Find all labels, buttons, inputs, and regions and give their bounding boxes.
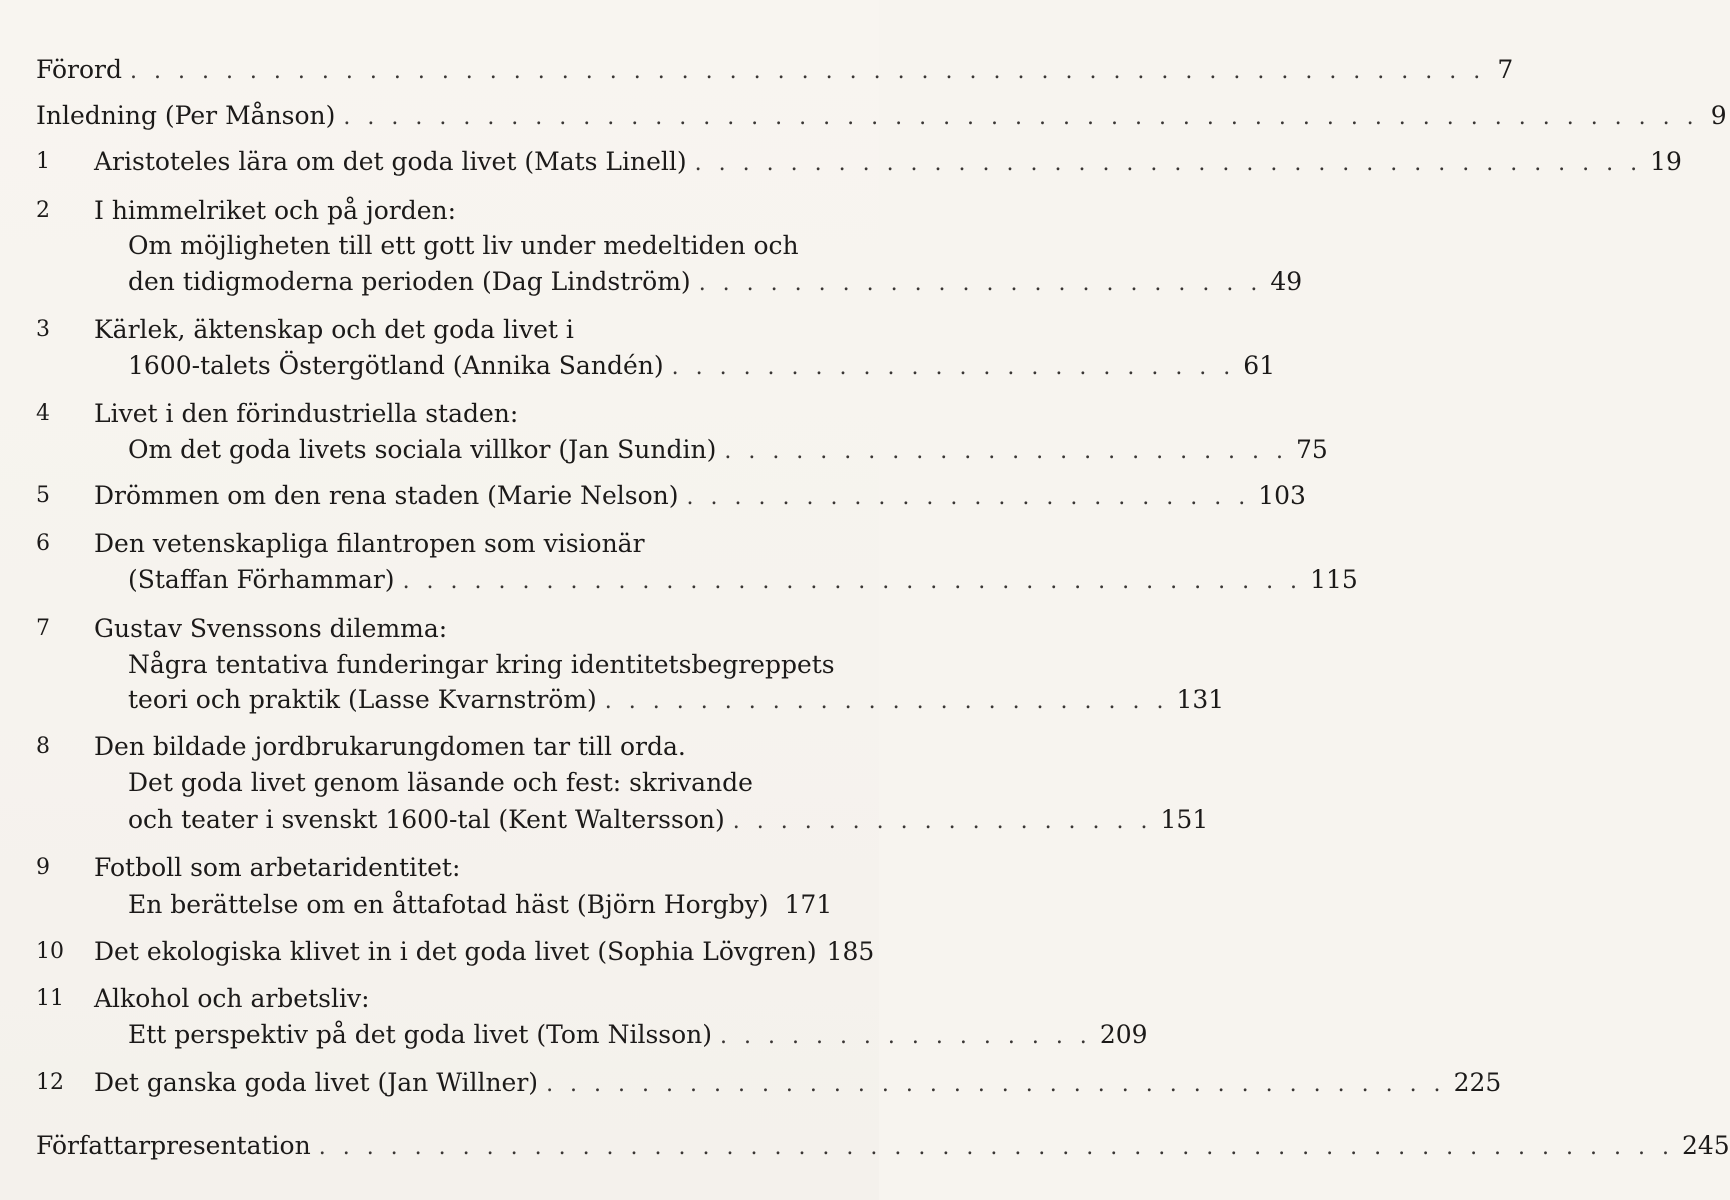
toc-page-number: 9 bbox=[1710, 101, 1727, 130]
toc-entry-chapter-12: 12 Det ganska goda livet (Jan Willner) . . . . . . . . . . . . . . . . . . . . . . . . . . . . . . . . . . . . . . 225 bbox=[0, 1063, 879, 1103]
toc-entry-chapter-11 bbox=[0, 979, 879, 1019]
toc-page-number: 245 bbox=[1681, 1131, 1730, 1160]
toc-entry-subtitle: Några tentativa funderingar kring identitetsbegreppets bbox=[128, 650, 835, 679]
toc-entry-subtitle: teori och praktik (Lasse Kvarnström) bbox=[128, 685, 597, 714]
toc-entry-title: Livet i den förindustriella staden: bbox=[94, 399, 519, 428]
toc-entry-subtitle: En berättelse om en åttafotad häst (Björn Horgby) bbox=[128, 890, 769, 919]
chapter-number: 4 bbox=[36, 401, 50, 426]
toc-entry-chapter-2 bbox=[0, 191, 879, 231]
toc-entry-title: I himmelriket och på jorden: bbox=[94, 196, 457, 225]
toc-entry-title: Det ekologiska klivet in i det goda livet (Sophia Lövgren) bbox=[94, 937, 817, 966]
chapter-number: 1 bbox=[36, 149, 50, 174]
chapter-number: 5 bbox=[36, 483, 50, 508]
toc-entry-chapter-1: 1 Aristoteles lära om det goda livet (Mats Linell) . . . . . . . . . . . . . . . . . . . . . . . . . . . . . . . . . . . . . . . . 19 bbox=[0, 142, 879, 182]
toc-page-number: 171 bbox=[784, 890, 833, 919]
chapter-number: 11 bbox=[36, 986, 64, 1011]
toc-entry-title: Inledning (Per Månson) bbox=[36, 101, 336, 130]
toc-page-number: 75 bbox=[1296, 435, 1328, 464]
chapter-number: 8 bbox=[36, 734, 50, 759]
chapter-number: 6 bbox=[36, 531, 50, 556]
toc-page-number: 49 bbox=[1270, 267, 1303, 296]
toc-page-number: 103 bbox=[1258, 481, 1306, 510]
chapter-number: 12 bbox=[36, 1070, 64, 1095]
chapter-number: 2 bbox=[36, 198, 50, 223]
chapter-number: 7 bbox=[36, 616, 50, 641]
toc-page-number: 209 bbox=[1099, 1020, 1148, 1049]
toc-entry-forfattarpresentation: Författarpresentation . . . . . . . . . . . . . . . . . . . . . . . . . . . . . . . . . . . . . . . . . . . . . . . . . . . . . . . . . 245 bbox=[0, 1126, 879, 1166]
toc-entry-chapter-4 bbox=[0, 394, 879, 434]
toc-entry-subtitle: Om möjligheten till ett gott liv under medeltiden och bbox=[128, 231, 799, 260]
toc-entry-title: Det ganska goda livet (Jan Willner) bbox=[94, 1068, 539, 1097]
toc-entry-forord: Förord . . . . . . . . . . . . . . . . . . . . . . . . . . . . . . . . . . . . . . . . . . . . . . . . . . . . . . . . . 7 bbox=[0, 50, 879, 90]
toc-entry-title: Alkohol och arbetsliv: bbox=[94, 984, 370, 1013]
chapter-number: 10 bbox=[36, 939, 64, 964]
toc-entry-title: Förord bbox=[36, 55, 122, 84]
toc-entry-subtitle: och teater i svenskt 1600-tal (Kent Waltersson) bbox=[128, 805, 725, 834]
toc-entry-title: Den bildade jordbrukarungdomen tar till orda. bbox=[94, 732, 686, 761]
toc-entry-inledning: Inledning (Per Månson) . . . . . . . . . . . . . . . . . . . . . . . . . . . . . . . . . . . . . . . . . . . . . . . . . . . . . . . . . 9 bbox=[0, 96, 879, 136]
toc-page-number: 19 bbox=[1650, 147, 1682, 176]
chapter-number: 3 bbox=[36, 317, 50, 342]
toc-entry-subtitle: den tidigmoderna perioden (Dag Lindström) bbox=[128, 267, 691, 296]
toc-entry-subtitle: Ett perspektiv på det goda livet (Tom Nilsson) bbox=[128, 1020, 713, 1049]
toc-entry-title: Författarpresentation bbox=[36, 1131, 311, 1160]
toc-entry-chapter-7 bbox=[0, 609, 879, 649]
toc-page-number: 151 bbox=[1160, 805, 1209, 834]
toc-entry-chapter-6 bbox=[0, 524, 879, 564]
toc-page: Förord . . . . . . . . . . . . . . . . . . . . . . . . . . . . . . . . . . . . . . . . . . . . . . . . . . . . . . . . . 7 Inledning (Per Månson) . . . . . . . . . . . . . . . . . . . . . . . . . . . . . . . . . . . . . . . . . . . . . . . . . . . . . . . . . 9 1 Aristoteles lära om det goda livet (Mats Linell) . . . . . . . . . . . . . . . . . . . . . . . . . . . . . . . . . . . . . . . . 19 2 I himmelriket och på jorden: Om möjligheten till ett gott liv under medeltiden och den tidigmoderna perioden (Dag Lindström) . . . . . . . . . . . . . . . . . . . . . . . . 49 3 Kärlek, äktenskap och det goda livet i 1600-talets Östergötland (Annika Sandén) . . . . . . . . . . . . . . . . . . . . . . . . 61 4 Livet i den förindustriella staden: Om det goda livets sociala villkor (Jan Sundin) . . . . . . . . . . . . . . . . . . . . . . . . 75 5 Drömmen om den rena staden (Marie Nelson) . . . . . . . . . . . . . . . . . . . . . . . . 103 6 Den vetenskapliga filantropen som visionär (Staffan Förhammar) . . . . . . . . . . . . . . . . . . . . . . . . . . . . . . . . . . . . . . 115 7 Gustav Svenssons dilemma: Några tentativa funderingar kring identitetsbegreppets teori och praktik (Lasse Kvarnström) . . . . . . . . . . . . . . . . . . . . . . . . 131 8 Den bildade jordbrukarungdomen tar till orda. Det goda livet genom läsande och fest: skrivande och teater i svenskt 1600-tal (Kent Waltersson) . . . . . . . . . . . . . . . . . . 151 9 Fotboll som arbetaridentitet: En berättelse om en åttafotad häst (Björn Horgby) 171 10 Det ekologiska klivet in i det goda livet (Sophia Lövgren) 185 11 Alkohol och arbetsliv: Ett perspektiv på det goda livet (Tom Nilsson) . . . . . . . . . . . . . . . . 209 12 Det ganska goda livet (Jan Willner) . . . . . . . . . . . . . . . . . . . . . . . . . . . . . . . . . . . . . . 225 Författarpresentation . . . . . . . . . . . . . . . . . . . . . . . . . . . . . . . . . . . . . . . . . . . . . . . . . . . . . . . . . 245 bbox=[0, 0, 879, 1200]
toc-entry-title: Gustav Svenssons dilemma: bbox=[94, 614, 448, 643]
toc-page-number: 131 bbox=[1176, 685, 1225, 714]
toc-entry-title: Fotboll som arbetaridentitet: bbox=[94, 853, 461, 882]
toc-entry-title: Drömmen om den rena staden (Marie Nelson) bbox=[94, 481, 679, 510]
toc-entry-title: Den vetenskapliga filantropen som visionär bbox=[94, 529, 645, 558]
toc-entry-subtitle: (Staffan Förhammar) bbox=[128, 565, 395, 594]
toc-entry-subtitle: Det goda livet genom läsande och fest: skrivande bbox=[128, 768, 753, 797]
toc-page-number: 7 bbox=[1497, 55, 1514, 84]
chapter-number: 9 bbox=[36, 855, 50, 880]
toc-page-number: 115 bbox=[1310, 565, 1358, 594]
toc-page-number: 185 bbox=[826, 937, 875, 966]
toc-page-number: 61 bbox=[1243, 351, 1276, 380]
toc-entry-subtitle: 1600-talets Östergötland (Annika Sandén) bbox=[128, 351, 664, 380]
toc-entry-chapter-3 bbox=[0, 310, 879, 350]
toc-entry-title: Kärlek, äktenskap och det goda livet i bbox=[94, 315, 574, 344]
toc-entry-chapter-5: 5 Drömmen om den rena staden (Marie Nelson) . . . . . . . . . . . . . . . . . . . . . . . . 103 bbox=[0, 476, 879, 516]
toc-entry-chapter-9 bbox=[0, 848, 879, 888]
toc-page-number: 225 bbox=[1453, 1068, 1502, 1097]
toc-entry-subtitle: Om det goda livets sociala villkor (Jan Sundin) bbox=[128, 435, 717, 464]
toc-entry-chapter-8 bbox=[0, 727, 879, 767]
toc-entry-chapter-10 bbox=[0, 932, 879, 972]
toc-entry-title: Aristoteles lära om det goda livet (Mats Linell) bbox=[94, 147, 687, 176]
